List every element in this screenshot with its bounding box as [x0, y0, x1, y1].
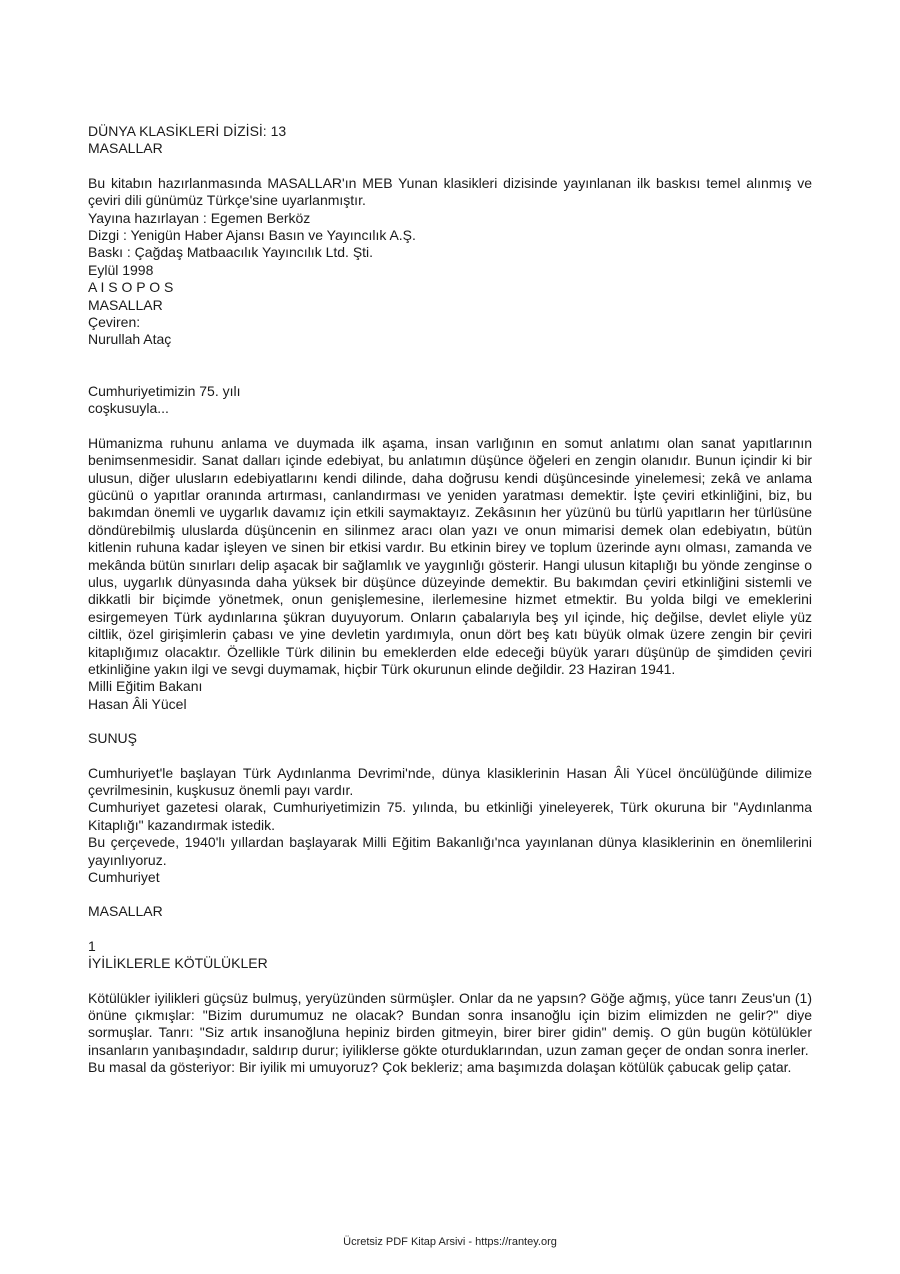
- series-title: DÜNYA KLASİKLERİ DİZİSİ: 13: [88, 123, 287, 139]
- dedication-line-2: coşkusuyla...: [88, 400, 169, 417]
- publication-date: Eylül 1998: [88, 261, 154, 278]
- fable-title: İYİLİKLERLE KÖTÜLÜKLER: [88, 955, 268, 972]
- translator-label: Çeviren:: [88, 314, 141, 331]
- foreword-signer-name: Hasan Âli Yücel: [88, 695, 187, 712]
- book-title: MASALLAR: [88, 296, 163, 313]
- document-page: [88, 123, 812, 1077]
- sunus-heading: SUNUŞ: [88, 730, 138, 747]
- edition-note: Bu kitabın hazırlanmasında MASALLAR'ın MEB Yunan klasikleri dizisinde yayınlanan ilk baskısı temel alınmış ve çeviri dili günümüz Türkçe'sine uyarlanmıştır.: [88, 174, 812, 209]
- translator-name: Nurullah Ataç: [88, 331, 172, 348]
- sunus-paragraph-2: Cumhuriyet gazetesi olarak, Cumhuriyetimizin 75. yılında, bu etkinliği yineleyerek, Türk okuruna bir "Aydınlanma Kitaplığı" kazandırmak istedik.: [88, 799, 812, 833]
- author-name: A I S O P O S: [88, 279, 174, 296]
- foreword-text: Hümanizma ruhunu anlama ve duymada ilk aşama, insan varlığının en somut anlatımı olan sanat yapıtlarının benimsenmesidir. Sanat dalları içinde edebiyat, bu anlatımın düşünce öğeleri en zengin olanıdır. Bunun içindir ki bir ulusun, diğer ulusların edebiyatlarını kendi dilinde, daha doğrusu kendi düşüncesinde yinelemesi; zekâ ve anlama gücünü o yapıtlar oranında artırması, canlandırması ve yeniden yaratması demektir. İşte çeviri etkinliğini, biz, bu bakımdan önemli ve uygarlık davamız için etkili saymaktayız. Zekâsının her yüzünü bu türlü yapıtların her türlüsüne döndürebilmiş uluslarda düşüncenin en silinmez aracı olan yazı ve onun mimarisi demek olan edebiyatın, bütün kitlenin ruhuna kadar işleyen ve sinen bir etkisi vardır. Bu etkinin birey ve toplum üzerinde aynı olması, zamanda ve mekânda bütün sınırları delip aşacak bir sağlamlık ve yaygınlığı gösterir. Hangi ulusun kitaplığı bu yönde zenginse o ulus, uygarlık dünyasında daha yüksek bir düşünce düzeyinde demektir. Bu bakımdan çeviri etkinliğini sistemli ve dikkatli bir biçimde yönetmek, onun genişlemesine, ilerlemesine hizmet etmektir. Bu yolda bilgi ve emeklerini esirgemeyen Türk aydınlarına şükran duyuyorum. Onların çabalarıyla beş yıl içinde, hiç değilse, devlet eliyle yüz ciltlik, özel girişimlerin çabası ve yine devletin yardımıyla, onun dört beş katı büyük olmak üzere zengin bir çeviri kitaplığımız olacaktır. Özellikle Türk dilinin bu emeklerden elde edeceği büyük yararı düşünüp de şimdiden çeviri etkinliğine yakın ilgi ve sevgi duymamak, hiçbir Türk okurunun elinde değildir. 23 Haziran 1941.: [88, 434, 812, 677]
- fable-number: 1: [88, 937, 96, 954]
- sunus-paragraph-1: Cumhuriyet'le başlayan Türk Aydınlanma Devrimi'nde, dünya klasiklerinin Hasan Âli Yücel öncülüğünde dilimize çevrilmesinin, kuşkusuz önemli payı vardır.: [88, 764, 812, 798]
- fables-section-title: MASALLAR: [88, 903, 163, 920]
- fable-paragraph-1: Kötülükler iyilikleri güçsüz bulmuş, yeryüzünden sürmüşler. Onlar da ne yapsın? Göğe ağmış, yüce tanrı Zeus'un (1) önüne çıkmışlar: "Bizim durumumuz ne olacak? Bundan sonra insanoğlu için bizim elimizden ne gelir?" diye sormuşlar. Tanrı: "Siz artık insanoğluna hepiniz birden gitmeyin, birer birer gidin" demiş. O gün bugün kötülükler insanların yanıbaşındadır, saldırıp durur; iyiliklerse gökte oturduklarından, uzun zaman geçer de ondan sonra inerler.: [88, 989, 812, 1058]
- book-title-header: MASALLAR: [88, 140, 163, 157]
- typesetting-credit: Dizgi : Yenigün Haber Ajansı Basın ve Yayıncılık A.Ş.: [88, 227, 416, 244]
- sunus-signature: Cumhuriyet: [88, 869, 160, 886]
- sunus-paragraph-3: Bu çerçevede, 1940'lı yıllardan başlayarak Milli Eğitim Bakanlığı'nca yayınlanan dünya klasiklerinin en önemlilerini yayınlıyoruz.: [88, 834, 812, 868]
- foreword-signer-title: Milli Eğitim Bakanı: [88, 678, 203, 695]
- page-footer: Ücretsiz PDF Kitap Arsivi - https://rantey.org: [343, 1236, 557, 1248]
- editor-credit: Yayına hazırlayan : Egemen Berköz: [88, 209, 311, 226]
- printing-credit: Baskı : Çağdaş Matbaacılık Yayıncılık Ltd. Şti.: [88, 244, 374, 261]
- dedication-line-1: Cumhuriyetimizin 75. yılı: [88, 382, 241, 399]
- fable-paragraph-2: Bu masal da gösteriyor: Bir iyilik mi umuyoruz? Çok bekleriz; ama başımızda dolaşan kötülük çabucak gelip çatar.: [88, 1059, 792, 1076]
